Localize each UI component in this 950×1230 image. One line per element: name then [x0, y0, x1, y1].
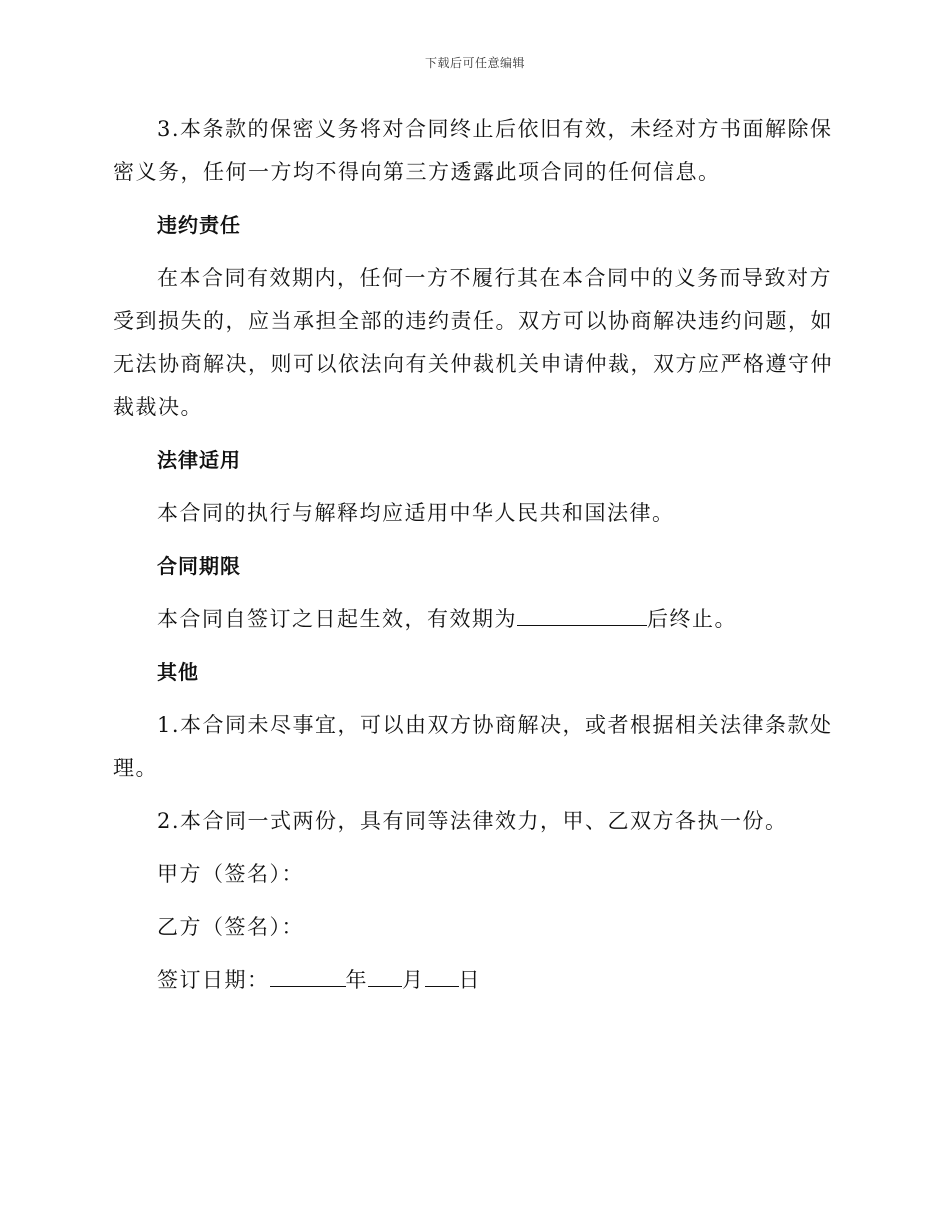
term-text-before: 本合同自签订之日起生效，有效期为	[157, 607, 517, 631]
month-blank[interactable]	[368, 964, 402, 987]
breach-paragraph: 在本合同有效期内，任何一方不履行其在本合同中的义务而导致对方受到损失的，应当承担全部的违约责任。双方可以协商解决违约问题，如无法协商解决，则可以依法向有关仲裁机关申请仲裁，双方应严格遵守仲裁裁决。	[113, 266, 833, 419]
term-text-after: 后终止。	[647, 607, 737, 631]
term-paragraph	[113, 598, 833, 641]
other-item-1: 1.本合同未尽事宜，可以由双方协商解决，或者根据相关法律条款处理。	[113, 713, 833, 780]
day-label: 日	[458, 968, 481, 992]
page-header-note: 下载后可任意编辑	[424, 56, 525, 70]
party-b-signature: 乙方（签名）：	[157, 915, 304, 939]
breach-heading: 违约责任	[157, 213, 241, 237]
year-blank[interactable]	[270, 964, 346, 987]
signing-date-line	[157, 959, 833, 1002]
month-label: 月	[402, 968, 425, 992]
term-heading: 合同期限	[157, 554, 241, 578]
other-item-2: 2.本合同一式两份，具有同等法律效力，甲、乙双方各执一份。	[157, 809, 788, 833]
term-duration-blank[interactable]	[517, 603, 647, 626]
law-paragraph: 本合同的执行与解释均应适用中华人民共和国法律。	[157, 501, 675, 525]
law-heading: 法律适用	[157, 448, 241, 472]
confidentiality-clause-3: 3.本条款的保密义务将对合同终止后依旧有效，未经对方书面解除保密义务，任何一方均不得向第三方透露此项合同的任何信息。	[113, 117, 833, 184]
year-label: 年	[345, 968, 368, 992]
signing-date-label: 签订日期：	[157, 968, 270, 992]
party-a-signature: 甲方（签名）：	[157, 862, 304, 886]
day-blank[interactable]	[425, 964, 459, 987]
document-body	[113, 108, 833, 1012]
other-heading: 其他	[157, 660, 199, 684]
